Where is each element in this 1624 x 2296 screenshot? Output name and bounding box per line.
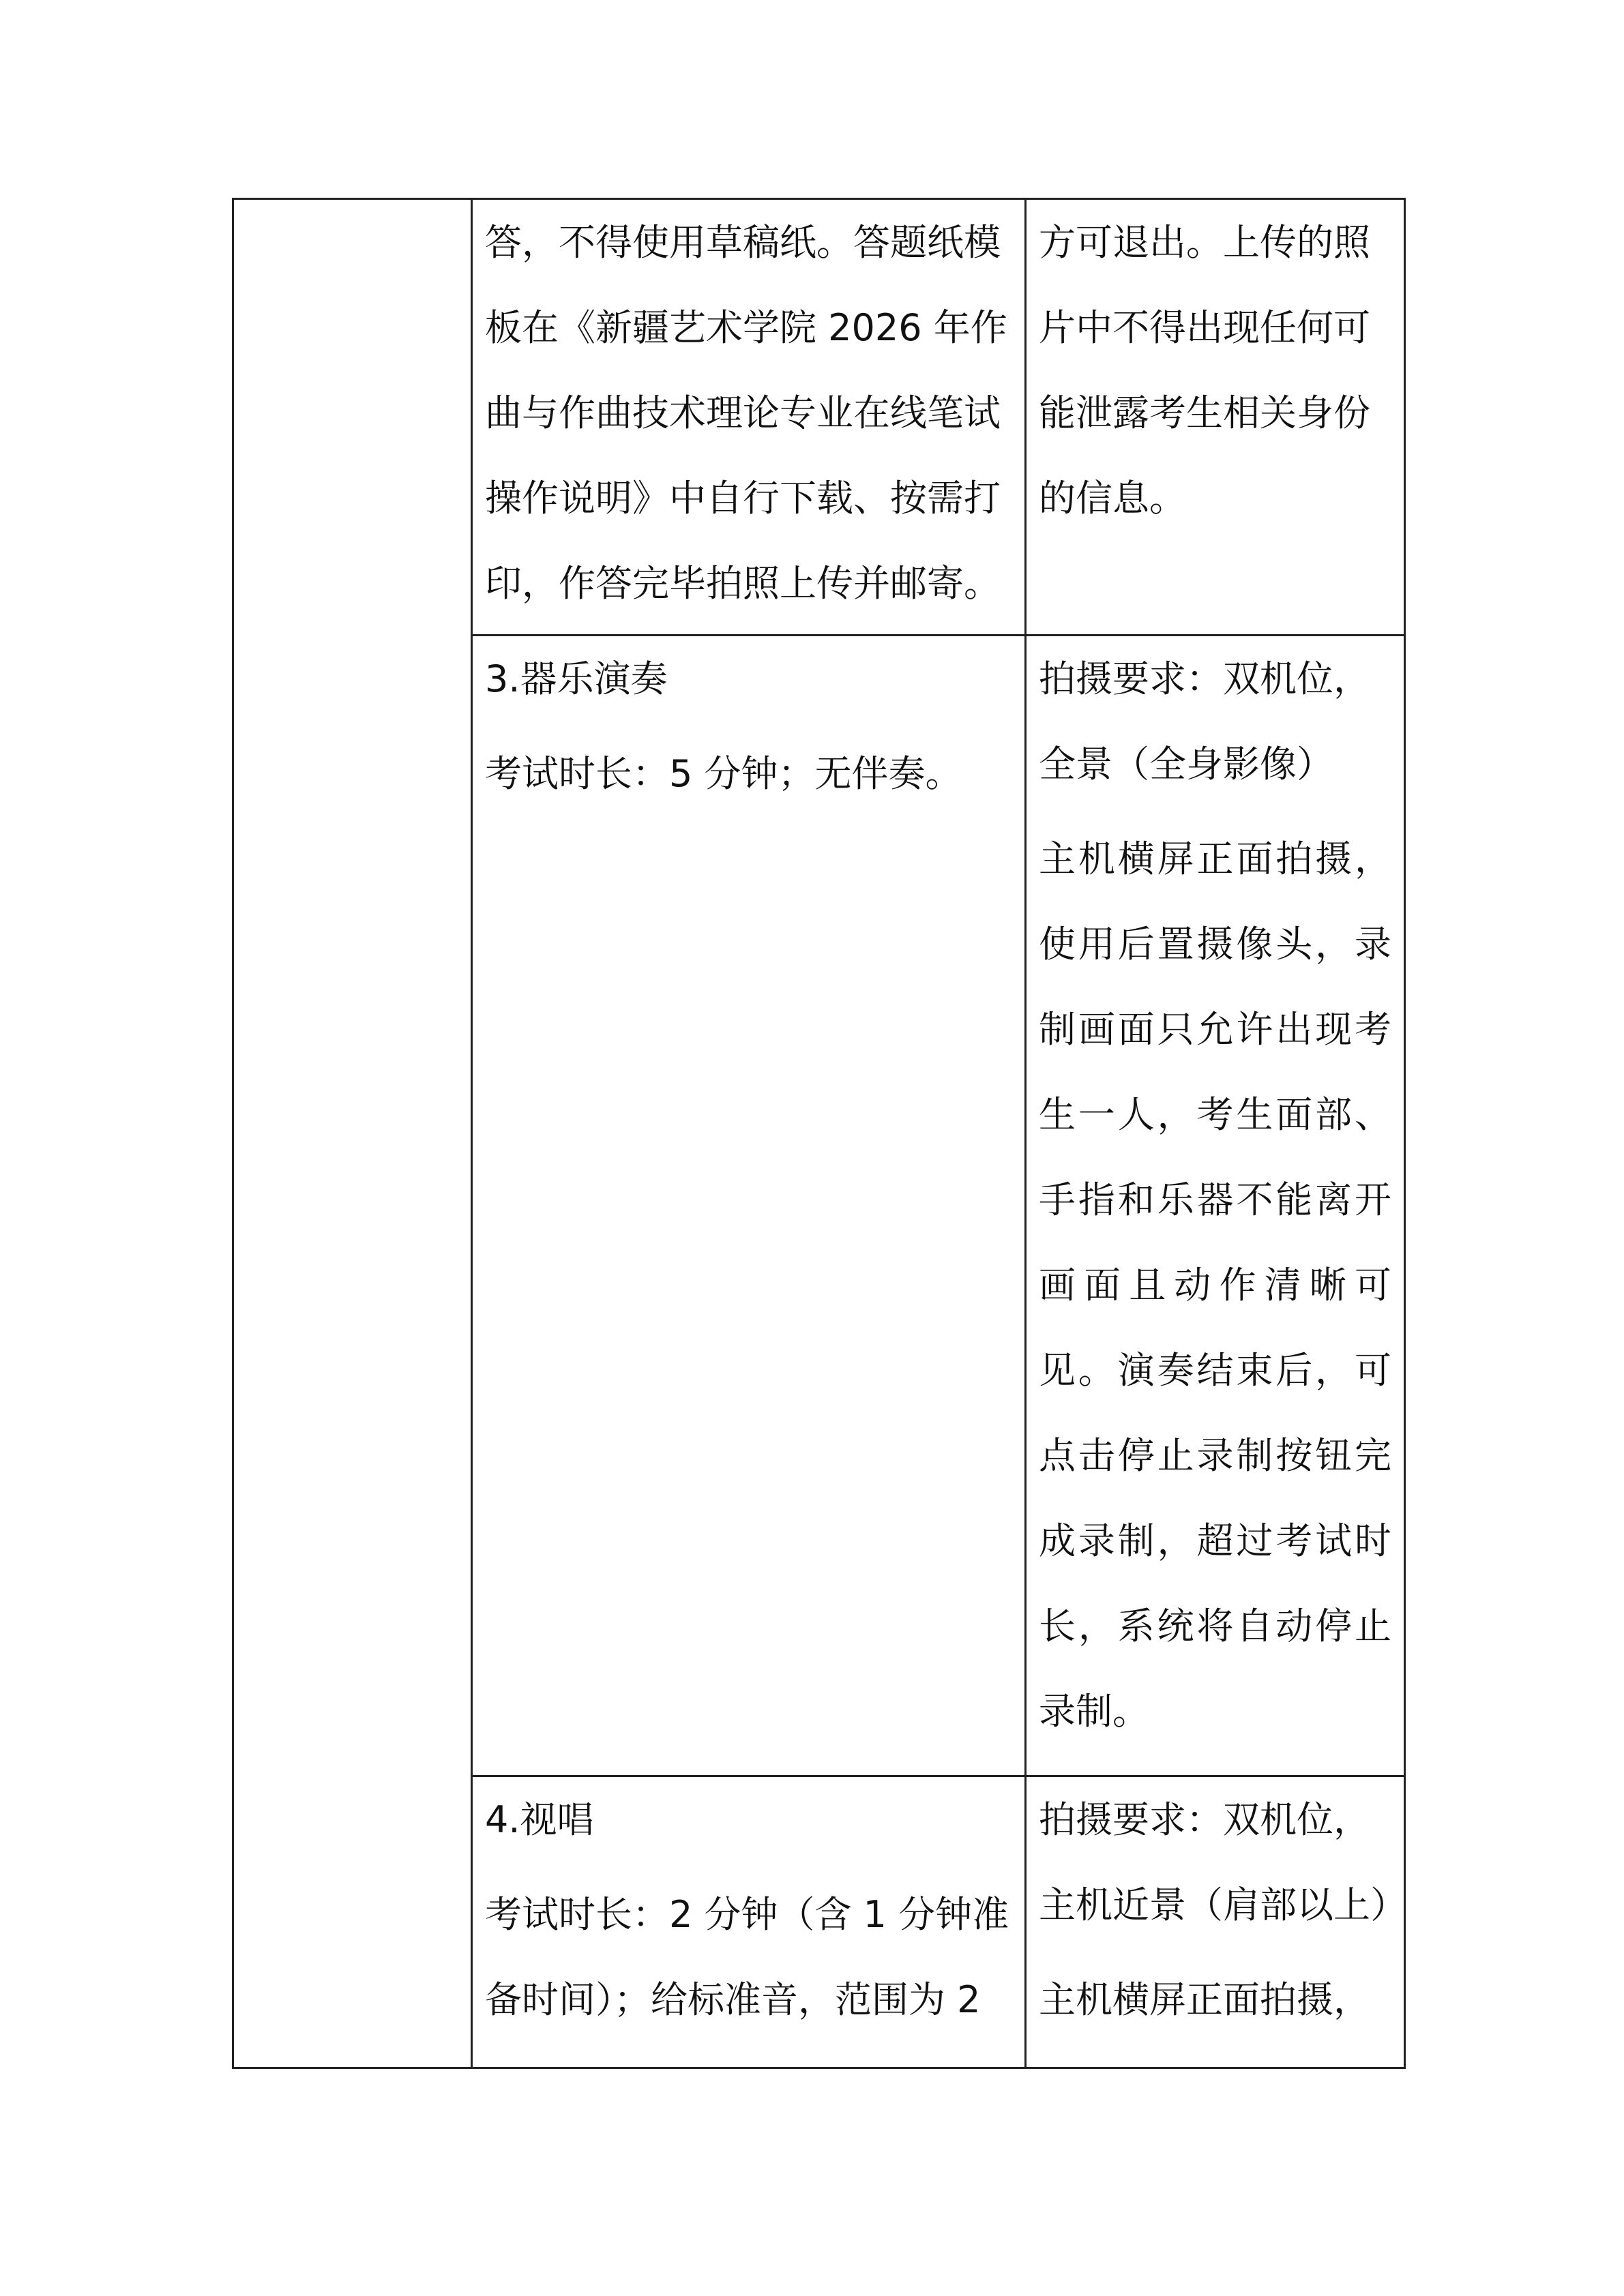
written-exam-upload-requirements: 方可退出。上传的照片中不得出现任何可能泄露考生相关身份的信息。 xyxy=(1039,221,1370,520)
table-row xyxy=(233,199,1405,636)
written-exam-content-cell xyxy=(472,199,1026,636)
sight-singing-filming-title: 拍摄要求：双机位，主机近景（肩部以上） xyxy=(1039,1798,1407,1926)
instrumental-duration: 考试时长：5 分钟；无伴奏。 xyxy=(485,752,962,795)
sight-singing-title: 4.视唱 xyxy=(485,1798,594,1841)
instrumental-filming-title: 拍摄要求：双机位，全景（全身影像） xyxy=(1039,657,1370,786)
instrumental-filming-detail: 主机横屏正面拍摄，使用后置摄像头，录制画面只允许出现考生一人，考生面部、手指和乐器不能离开画面且动作清晰可见。演奏结束后，可点击停止录制按钮完成录制，超过考试时长，系统将自动停止录制。 xyxy=(1039,837,1391,1733)
sight-singing-filming-detail: 主机横屏正面拍摄， xyxy=(1039,1978,1370,2021)
written-exam-requirements-cell xyxy=(1026,199,1405,636)
sight-singing-requirements-cell xyxy=(1026,1776,1405,2068)
sight-singing-content-cell xyxy=(472,1776,1026,2068)
instrumental-requirements-cell xyxy=(1026,636,1405,1776)
exam-requirements-table xyxy=(232,198,1406,2069)
written-exam-instructions: 答，不得使用草稿纸。答题纸模板在《新疆艺术学院 2026 年作曲与作曲技术理论专业在线笔试操作说明》中自行下载、按需打印，作答完毕拍照上传并邮寄。 xyxy=(485,221,1007,605)
category-cell xyxy=(233,199,472,2068)
sight-singing-duration: 考试时长：2 分钟（含 1 分钟准备时间）；给标准音，范围为 2 xyxy=(485,1893,1009,2021)
instrumental-content-cell xyxy=(472,636,1026,1776)
instrumental-title: 3.器乐演奏 xyxy=(485,657,668,700)
